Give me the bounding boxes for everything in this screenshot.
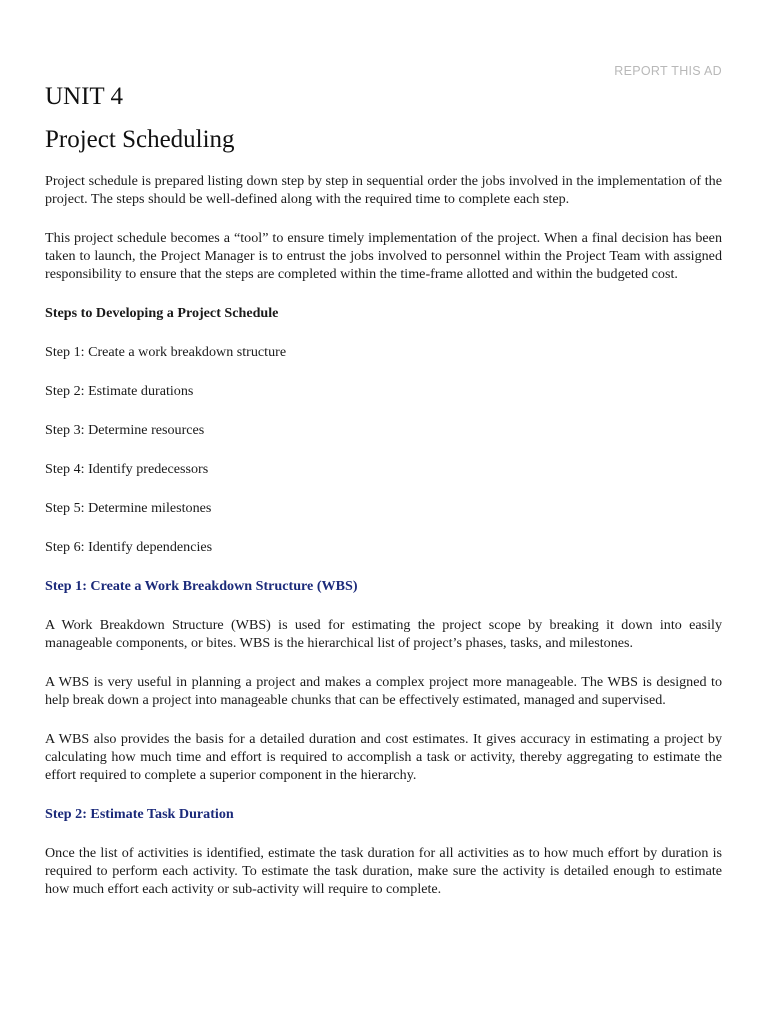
intro-paragraph: Project schedule is prepared listing down step by step in sequential order the jobs involved in the implementation of the project. The steps should be well-defined along with the required time to complete each step. — [45, 173, 722, 207]
step-item: Step 6: Identify dependencies — [45, 539, 213, 555]
steps-heading: Steps to Developing a Project Schedule — [45, 305, 279, 321]
step-item: Step 3: Determine resources — [45, 422, 205, 438]
step-item: Step 2: Estimate durations — [45, 383, 194, 399]
wbs-paragraph: A WBS is very useful in planning a project and makes a complex project more manageable. The WBS is designed to help break down a project into manageable chunks that can be effectively estimated, managed and supervised. — [45, 674, 722, 708]
section-heading-duration: Step 2: Estimate Task Duration — [45, 806, 234, 822]
duration-paragraph: Once the list of activities is identified, estimate the task duration for all activities as to how much effort by duration is required to perform each activity. To estimate the task duration, make sure the activity is detailed enough to estimate how much effort each activity or sub-activity will require to complete. — [45, 845, 722, 897]
document-body — [45, 172, 722, 919]
wbs-paragraph: A WBS also provides the basis for a detailed duration and cost estimates. It gives accuracy in estimating a project by calculating how much time and effort is required to accomplish a task or activity, thereby aggregating to estimate the effort required to complete a superior component in the hierarchy. — [45, 731, 722, 783]
section-heading-wbs: Step 1: Create a Work Breakdown Structure (WBS) — [45, 578, 358, 594]
wbs-paragraph: A Work Breakdown Structure (WBS) is used for estimating the project scope by breaking it down into easily manageable components, or bites. WBS is the hierarchical list of project’s phases, tasks, and milestones. — [45, 617, 722, 651]
page-title: Project Scheduling — [45, 126, 235, 153]
unit-heading: UNIT 4 — [45, 83, 124, 110]
report-ad-link[interactable]: REPORT THIS AD — [614, 64, 722, 78]
step-item: Step 5: Determine milestones — [45, 500, 212, 516]
step-item: Step 1: Create a work breakdown structure — [45, 344, 287, 360]
step-item: Step 4: Identify predecessors — [45, 461, 209, 477]
intro-paragraph: This project schedule becomes a “tool” to ensure timely implementation of the project. When a final decision has been taken to launch, the Project Manager is to entrust the jobs involved to personnel within the Project Team with assigned responsibility to ensure that the steps are completed within the time-frame allotted and within the budgeted cost. — [45, 230, 722, 282]
